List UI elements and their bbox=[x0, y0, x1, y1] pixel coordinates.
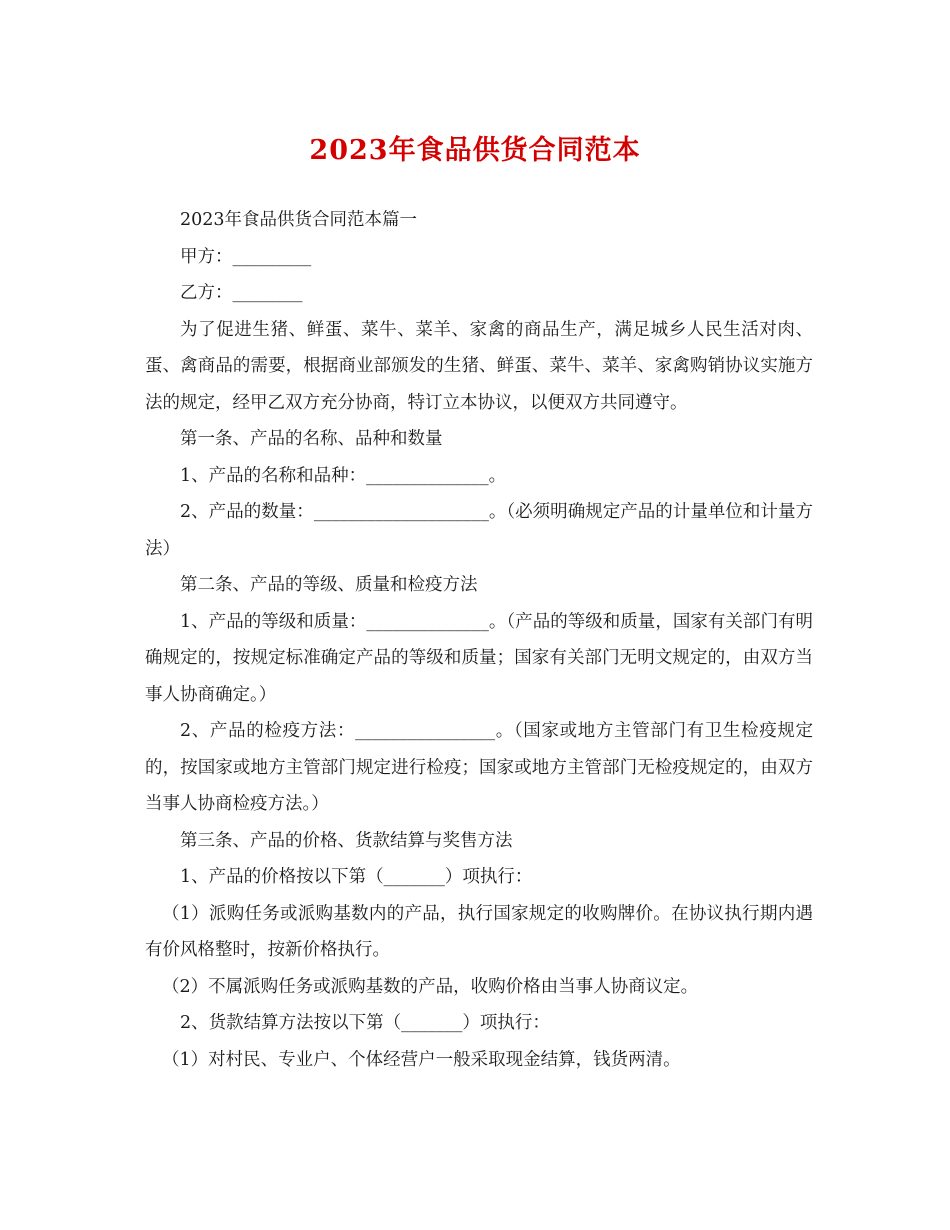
article-1-heading: 第一条、产品的名称、品种和数量 bbox=[180, 429, 443, 449]
article-1-item-1: 1、产品的名称和品种：______________。 bbox=[180, 465, 507, 486]
article-1-item-2: 2、产品的数量：____________________。（必须明确规定产品的计量单位和计量方法） bbox=[145, 502, 813, 559]
article-3-item-1-option-2: （2）不属派购任务或派购基数的产品，收购价格由当事人协商议定。 bbox=[162, 976, 699, 997]
article-3-heading: 第三条、产品的价格、货款结算与奖售方法 bbox=[180, 830, 513, 851]
section-heading: 2023年食品供货合同范本篇一 bbox=[180, 210, 418, 230]
article-2-item-1: 1、产品的等级和质量：______________。（产品的等级和质量，国家有关部门有明确规定的，按规定标准确定产品的等级和质量；国家有关部门无明文规定的，由双方当事人协商确定。） bbox=[145, 611, 813, 705]
party-a-line: 甲方：_________ bbox=[180, 246, 312, 267]
article-3-item-2: 2、货款结算方法按以下第（_______）项执行： bbox=[180, 1013, 550, 1033]
article-2-item-2: 2、产品的检疫方法：________________。（国家或地方主管部门有卫生检疫规定的，按国家或地方主管部门规定进行检疫；国家或地方主管部门无检疫规定的，由双方当事人协商检疫方法。） bbox=[145, 721, 813, 814]
article-3-item-1-option-1: （1）派购任务或派购基数内的产品，执行国家规定的收购牌价。在协议执行期内遇有价风格整时，按新价格执行。 bbox=[145, 903, 813, 960]
article-2-heading: 第二条、产品的等级、质量和检疫方法 bbox=[180, 575, 478, 595]
article-3-item-2-option-1: （1）对村民、专业户、个体经营户一般采取现金结算，钱货两清。 bbox=[162, 1049, 681, 1070]
document-body bbox=[145, 202, 813, 1078]
preamble-paragraph: 为了促进生猪、鲜蛋、菜牛、菜羊、家禽的商品生产，满足城乡人民生活对肉、蛋、禽商品的需要，根据商业部颁发的生猪、鲜蛋、菜牛、菜羊、家禽购销协议实施方法的规定，经甲乙双方充分协商，特订立本协议，以便双方共同遵守。 bbox=[145, 319, 813, 413]
article-3-item-1: 1、产品的价格按以下第（_______）项执行： bbox=[180, 867, 533, 887]
document-title: 2023年食品供货合同范本 bbox=[309, 135, 641, 166]
party-b-line: 乙方：________ bbox=[180, 283, 303, 303]
